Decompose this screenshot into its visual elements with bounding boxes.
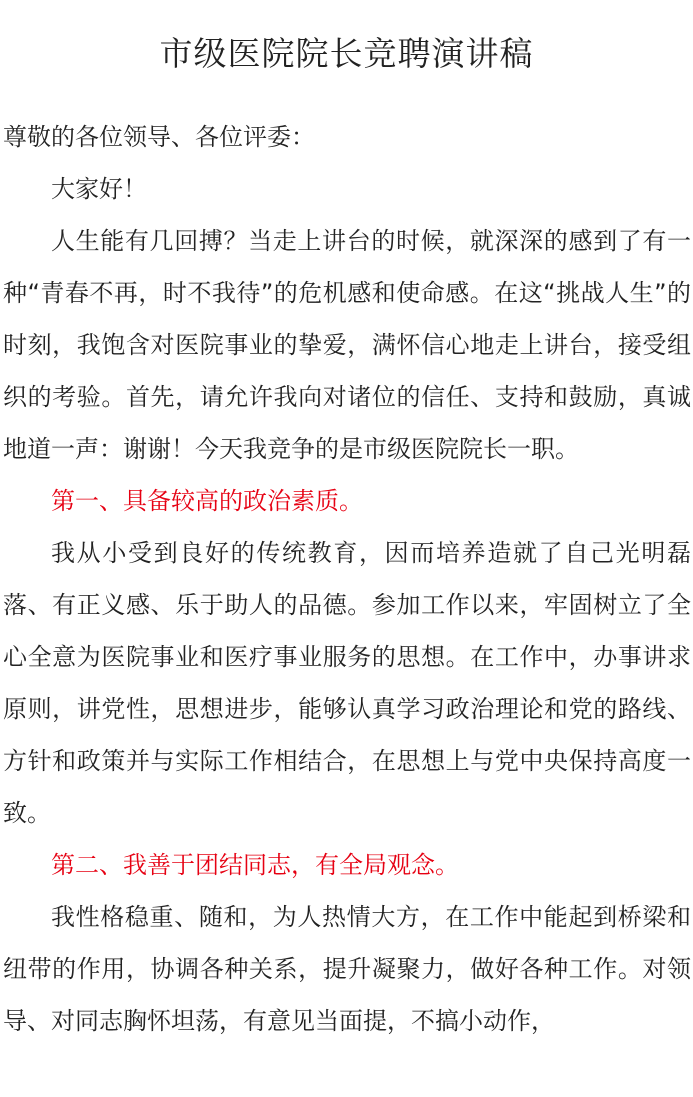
section-paragraph-2: 我性格稳重、随和，为人热情大方，在工作中能起到桥梁和纽带的作用，协调各种关系，提升凝聚力，做好各种工作。对领导、对同志胸怀坦荡，有意见当面提，不搞小动作， xyxy=(3,903,691,1035)
speech-body xyxy=(0,111,693,1047)
intro-paragraph: 人生能有几回搏？当走上讲台的时候，就深深的感到了有一种“青春不再，时不我待”的危机感和使命感。在这“挑战人生”的时刻，我饱含对医院事业的挚爱，满怀信心地走上讲台，接受组织的考验。首先，请允许我向对诸位的信任、支持和鼓励，真诚地道一声：谢谢！今天我竞争的是市级医院院长一职。 xyxy=(3,227,691,463)
section-heading-1: 第一、具备较高的政治素质。 xyxy=(51,487,363,515)
salutation: 尊敬的各位领导、各位评委： xyxy=(3,123,315,151)
section-paragraph-1: 我从小受到良好的传统教育，因而培养造就了自己光明磊落、有正义感、乐于助人的品德。参加工作以来，牢固树立了全心全意为医院事业和医疗事业服务的思想。在工作中，办事讲求原则，讲党性，思想进步，能够认真学习政治理论和党的路线、方针和政策并与实际工作相结合，在思想上与党中央保持高度一致。 xyxy=(3,539,691,827)
section-heading-2: 第二、我善于团结同志，有全局观念。 xyxy=(51,851,459,879)
page-title: 市级医院院长竞聘演讲稿 xyxy=(159,34,534,73)
greeting: 大家好！ xyxy=(51,175,147,203)
